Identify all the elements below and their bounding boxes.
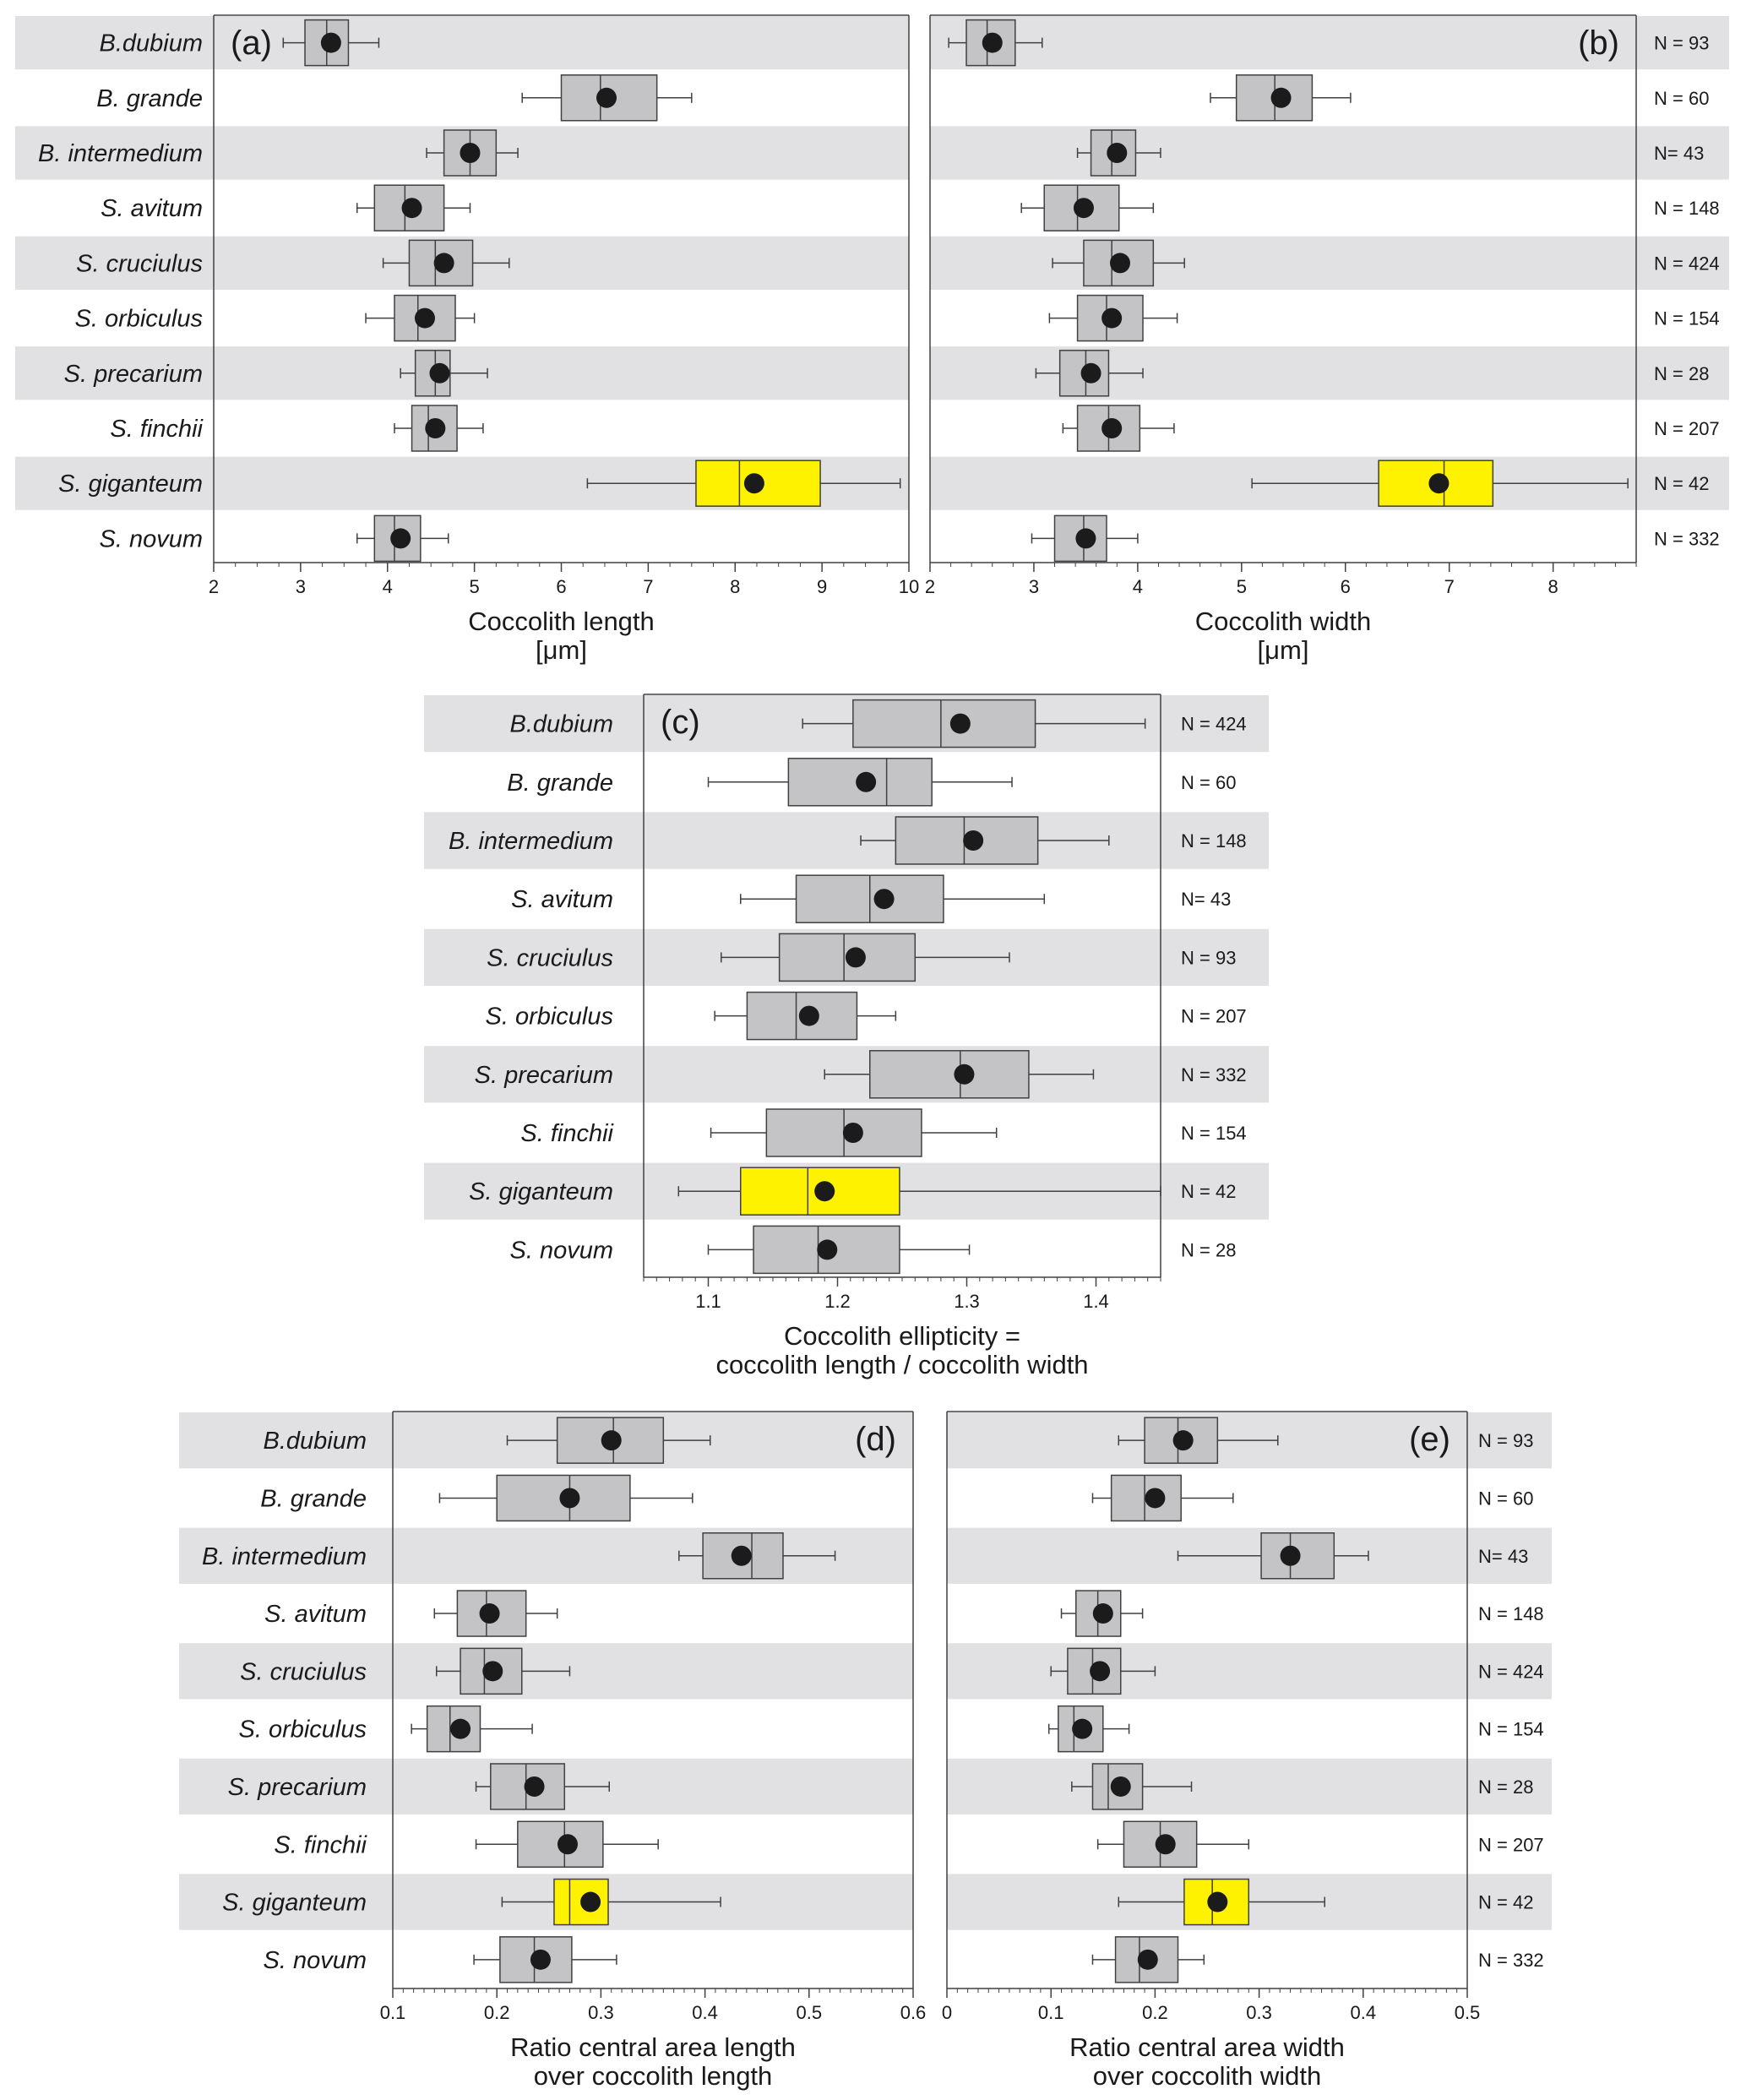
axis-title-c-0: Coccolith ellipticity = <box>784 1321 1020 1351</box>
mean-dot-b-3 <box>1074 198 1094 218</box>
n-label-e-2: N= 43 <box>1478 1545 1529 1567</box>
axis-title-a-0: Coccolith length <box>468 607 655 636</box>
mean-dot-e-2 <box>1281 1546 1301 1566</box>
n-label-b-7: N = 207 <box>1654 418 1720 439</box>
mean-dot-b-1 <box>1271 88 1292 108</box>
species-label-a-4: S. cruciulus <box>76 250 203 278</box>
tick-label-a-4: 6 <box>556 576 567 597</box>
mean-dot-e-1 <box>1145 1488 1165 1508</box>
tick-label-d-4: 0.5 <box>796 2002 823 2023</box>
mean-dot-e-6 <box>1111 1776 1131 1797</box>
species-label-a-5: S. orbiculus <box>74 305 203 333</box>
tick-label-e-2: 0.2 <box>1142 2002 1168 2023</box>
n-label-b-8: N = 42 <box>1654 473 1710 495</box>
axis-title-e-1: over coccolith width <box>1092 2061 1322 2091</box>
mean-dot-b-5 <box>1101 308 1122 329</box>
mean-dot-d-4 <box>482 1661 503 1681</box>
n-label-e-3: N = 148 <box>1478 1603 1544 1625</box>
tick-label-b-6: 8 <box>1547 576 1558 597</box>
mean-dot-a-2 <box>460 143 480 163</box>
mean-dot-d-1 <box>559 1488 579 1508</box>
mean-dot-c-0 <box>950 714 971 734</box>
n-label-b-2: N= 43 <box>1654 143 1705 164</box>
mean-dot-b-0 <box>982 33 1003 53</box>
mean-dot-d-0 <box>601 1430 622 1450</box>
species-label-a-8: S. giganteum <box>58 471 203 498</box>
tick-label-e-3: 0.3 <box>1246 2002 1272 2023</box>
mean-dot-c-5 <box>799 1006 819 1026</box>
tick-label-b-2: 4 <box>1132 576 1144 597</box>
panel-c <box>449 694 1247 1379</box>
tick-label-d-5: 0.6 <box>900 2002 927 2023</box>
n-label-e-6: N = 28 <box>1478 1776 1534 1798</box>
tick-label-c-3: 1.4 <box>1083 1291 1109 1312</box>
axis-title-b-1: [μm] <box>1257 635 1309 665</box>
mean-dot-d-6 <box>525 1776 545 1797</box>
mean-dot-b-2 <box>1107 143 1127 163</box>
panel-b <box>925 15 1720 665</box>
mean-dot-a-8 <box>744 473 764 493</box>
mean-dot-b-4 <box>1110 253 1130 273</box>
panel-label-b: (b) <box>1578 24 1619 62</box>
panel-label-a: (a) <box>231 24 272 62</box>
tick-label-b-3: 5 <box>1236 576 1247 597</box>
n-label-c-5: N = 207 <box>1181 1005 1247 1027</box>
mean-dot-a-5 <box>415 308 435 329</box>
tick-label-b-0: 2 <box>924 576 936 597</box>
n-label-c-4: N = 93 <box>1181 947 1237 969</box>
tick-label-a-5: 7 <box>643 576 654 597</box>
n-label-e-7: N = 207 <box>1478 1834 1544 1856</box>
tick-label-c-1: 1.2 <box>824 1291 851 1312</box>
row-band-e-4 <box>947 1643 1552 1699</box>
tick-label-e-5: 0.5 <box>1454 2002 1481 2023</box>
species-label-c-4: S. cruciulus <box>487 944 613 972</box>
species-label-d-0: B.dubium <box>263 1428 367 1455</box>
species-label-a-0: B.dubium <box>99 30 203 57</box>
tick-label-e-0: 0 <box>941 2002 953 2023</box>
n-label-c-8: N = 42 <box>1181 1181 1237 1203</box>
mean-dot-d-8 <box>580 1892 601 1912</box>
axis-title-c-1: coccolith length / coccolith width <box>715 1350 1089 1379</box>
row-band-b-2 <box>930 126 1729 179</box>
mean-dot-e-4 <box>1090 1661 1110 1681</box>
n-label-c-7: N = 154 <box>1181 1123 1247 1144</box>
row-band-b-4 <box>930 237 1729 290</box>
mean-dot-c-9 <box>817 1239 837 1259</box>
species-label-a-9: S. novum <box>99 525 203 553</box>
n-label-e-4: N = 424 <box>1478 1661 1544 1683</box>
n-label-e-1: N = 60 <box>1478 1488 1534 1510</box>
mean-dot-b-8 <box>1428 473 1449 493</box>
mean-dot-c-8 <box>814 1181 835 1201</box>
panel-d <box>202 1412 926 2091</box>
row-band-e-6 <box>947 1759 1552 1814</box>
n-label-b-6: N = 28 <box>1654 362 1710 384</box>
n-label-b-3: N = 148 <box>1654 198 1720 220</box>
n-label-c-1: N = 60 <box>1181 771 1237 793</box>
n-label-b-9: N = 332 <box>1654 528 1720 550</box>
tick-label-c-2: 1.3 <box>954 1291 980 1312</box>
box-c-6 <box>870 1051 1029 1098</box>
mean-dot-d-2 <box>732 1546 752 1566</box>
tick-label-a-8: 10 <box>898 576 920 597</box>
tick-label-a-3: 5 <box>469 576 480 597</box>
species-label-c-1: B. grande <box>507 769 613 797</box>
mean-dot-a-4 <box>434 253 454 273</box>
tick-label-e-4: 0.4 <box>1350 2002 1377 2023</box>
n-label-e-5: N = 154 <box>1478 1718 1544 1740</box>
tick-label-b-1: 3 <box>1028 576 1040 597</box>
panel-label-c: (c) <box>661 704 700 741</box>
n-label-c-0: N = 424 <box>1181 713 1247 735</box>
n-label-c-2: N = 148 <box>1181 830 1247 851</box>
mean-dot-a-9 <box>390 528 411 548</box>
mean-dot-e-5 <box>1072 1719 1092 1739</box>
mean-dot-d-3 <box>480 1603 500 1624</box>
tick-label-e-1: 0.1 <box>1037 2002 1064 2023</box>
mean-dot-a-0 <box>321 33 341 53</box>
mean-dot-c-1 <box>856 772 876 792</box>
species-label-d-9: S. novum <box>263 1946 367 1974</box>
species-label-c-5: S. orbiculus <box>485 1003 613 1031</box>
species-label-d-7: S. finchii <box>274 1831 367 1859</box>
mean-dot-a-3 <box>402 198 422 218</box>
species-label-d-4: S. cruciulus <box>240 1658 367 1686</box>
n-label-e-9: N = 332 <box>1478 1949 1544 1971</box>
tick-label-d-2: 0.3 <box>588 2002 614 2023</box>
panel-label-e: (e) <box>1409 1421 1450 1458</box>
tick-label-b-5: 7 <box>1444 576 1455 597</box>
species-label-a-1: B. grande <box>96 84 203 112</box>
n-label-c-3: N= 43 <box>1181 889 1232 911</box>
mean-dot-e-9 <box>1138 1950 1158 1970</box>
mean-dot-c-3 <box>874 889 895 909</box>
species-label-d-1: B. grande <box>260 1485 367 1513</box>
n-label-b-1: N = 60 <box>1654 87 1710 109</box>
tick-label-b-4: 6 <box>1340 576 1351 597</box>
species-label-a-7: S. finchii <box>110 416 203 443</box>
tick-label-c-0: 1.1 <box>695 1291 721 1312</box>
mean-dot-c-7 <box>843 1123 863 1143</box>
species-label-c-9: S. novum <box>509 1237 613 1265</box>
species-label-c-7: S. finchii <box>520 1120 613 1147</box>
species-label-c-3: S. avitum <box>511 886 613 914</box>
mean-dot-b-6 <box>1081 363 1101 384</box>
mean-dot-a-1 <box>596 88 617 108</box>
mean-dot-e-0 <box>1173 1430 1194 1450</box>
mean-dot-a-7 <box>425 418 445 438</box>
panel-e <box>942 1412 1544 2091</box>
n-label-b-5: N = 154 <box>1654 307 1720 329</box>
species-label-d-5: S. orbiculus <box>238 1716 367 1744</box>
mean-dot-e-8 <box>1207 1892 1227 1912</box>
tick-label-d-3: 0.4 <box>692 2002 718 2023</box>
species-label-d-6: S. precarium <box>227 1773 367 1801</box>
species-label-d-3: S. avitum <box>264 1601 367 1629</box>
axis-title-e-0: Ratio central area width <box>1069 2032 1345 2062</box>
species-label-c-0: B.dubium <box>509 710 613 738</box>
n-label-c-6: N = 332 <box>1181 1064 1247 1085</box>
mean-dot-d-9 <box>530 1950 551 1970</box>
mean-dot-d-7 <box>558 1834 578 1854</box>
mean-dot-e-3 <box>1093 1603 1113 1624</box>
species-label-a-3: S. avitum <box>101 195 203 223</box>
species-label-a-6: S. precarium <box>63 360 203 388</box>
n-label-c-9: N = 28 <box>1181 1239 1237 1261</box>
tick-label-a-0: 2 <box>208 576 220 597</box>
mean-dot-c-6 <box>954 1064 974 1085</box>
n-label-e-8: N = 42 <box>1478 1891 1534 1913</box>
panel-a <box>38 15 919 665</box>
n-label-e-0: N = 93 <box>1478 1430 1534 1452</box>
mean-dot-c-4 <box>846 947 866 967</box>
axis-title-d-1: over coccolith length <box>533 2061 773 2091</box>
mean-dot-e-7 <box>1156 1834 1176 1854</box>
tick-label-d-0: 0.1 <box>379 2002 406 2023</box>
tick-label-a-2: 4 <box>382 576 393 597</box>
box-c-0 <box>853 700 1036 748</box>
panel-label-d: (d) <box>855 1421 896 1458</box>
tick-label-a-7: 9 <box>817 576 828 597</box>
mean-dot-b-7 <box>1101 418 1122 438</box>
species-label-d-8: S. giganteum <box>222 1889 367 1917</box>
mean-dot-c-2 <box>963 830 983 851</box>
n-label-b-0: N = 93 <box>1654 32 1710 54</box>
axis-title-a-1: [μm] <box>536 635 587 665</box>
axis-title-d-0: Ratio central area length <box>510 2032 796 2062</box>
tick-label-d-1: 0.2 <box>483 2002 510 2023</box>
mean-dot-a-6 <box>429 363 449 384</box>
species-label-d-2: B. intermedium <box>201 1542 367 1570</box>
mean-dot-d-5 <box>450 1719 470 1739</box>
mean-dot-b-9 <box>1075 528 1096 548</box>
tick-label-a-6: 8 <box>730 576 741 597</box>
species-label-a-2: B. intermedium <box>37 140 203 167</box>
species-label-c-6: S. precarium <box>474 1061 613 1089</box>
axis-title-b-0: Coccolith width <box>1194 607 1372 636</box>
species-label-c-2: B. intermedium <box>448 828 613 855</box>
species-label-c-8: S. giganteum <box>469 1178 613 1206</box>
n-label-b-4: N = 424 <box>1654 253 1720 275</box>
tick-label-a-1: 3 <box>295 576 306 597</box>
